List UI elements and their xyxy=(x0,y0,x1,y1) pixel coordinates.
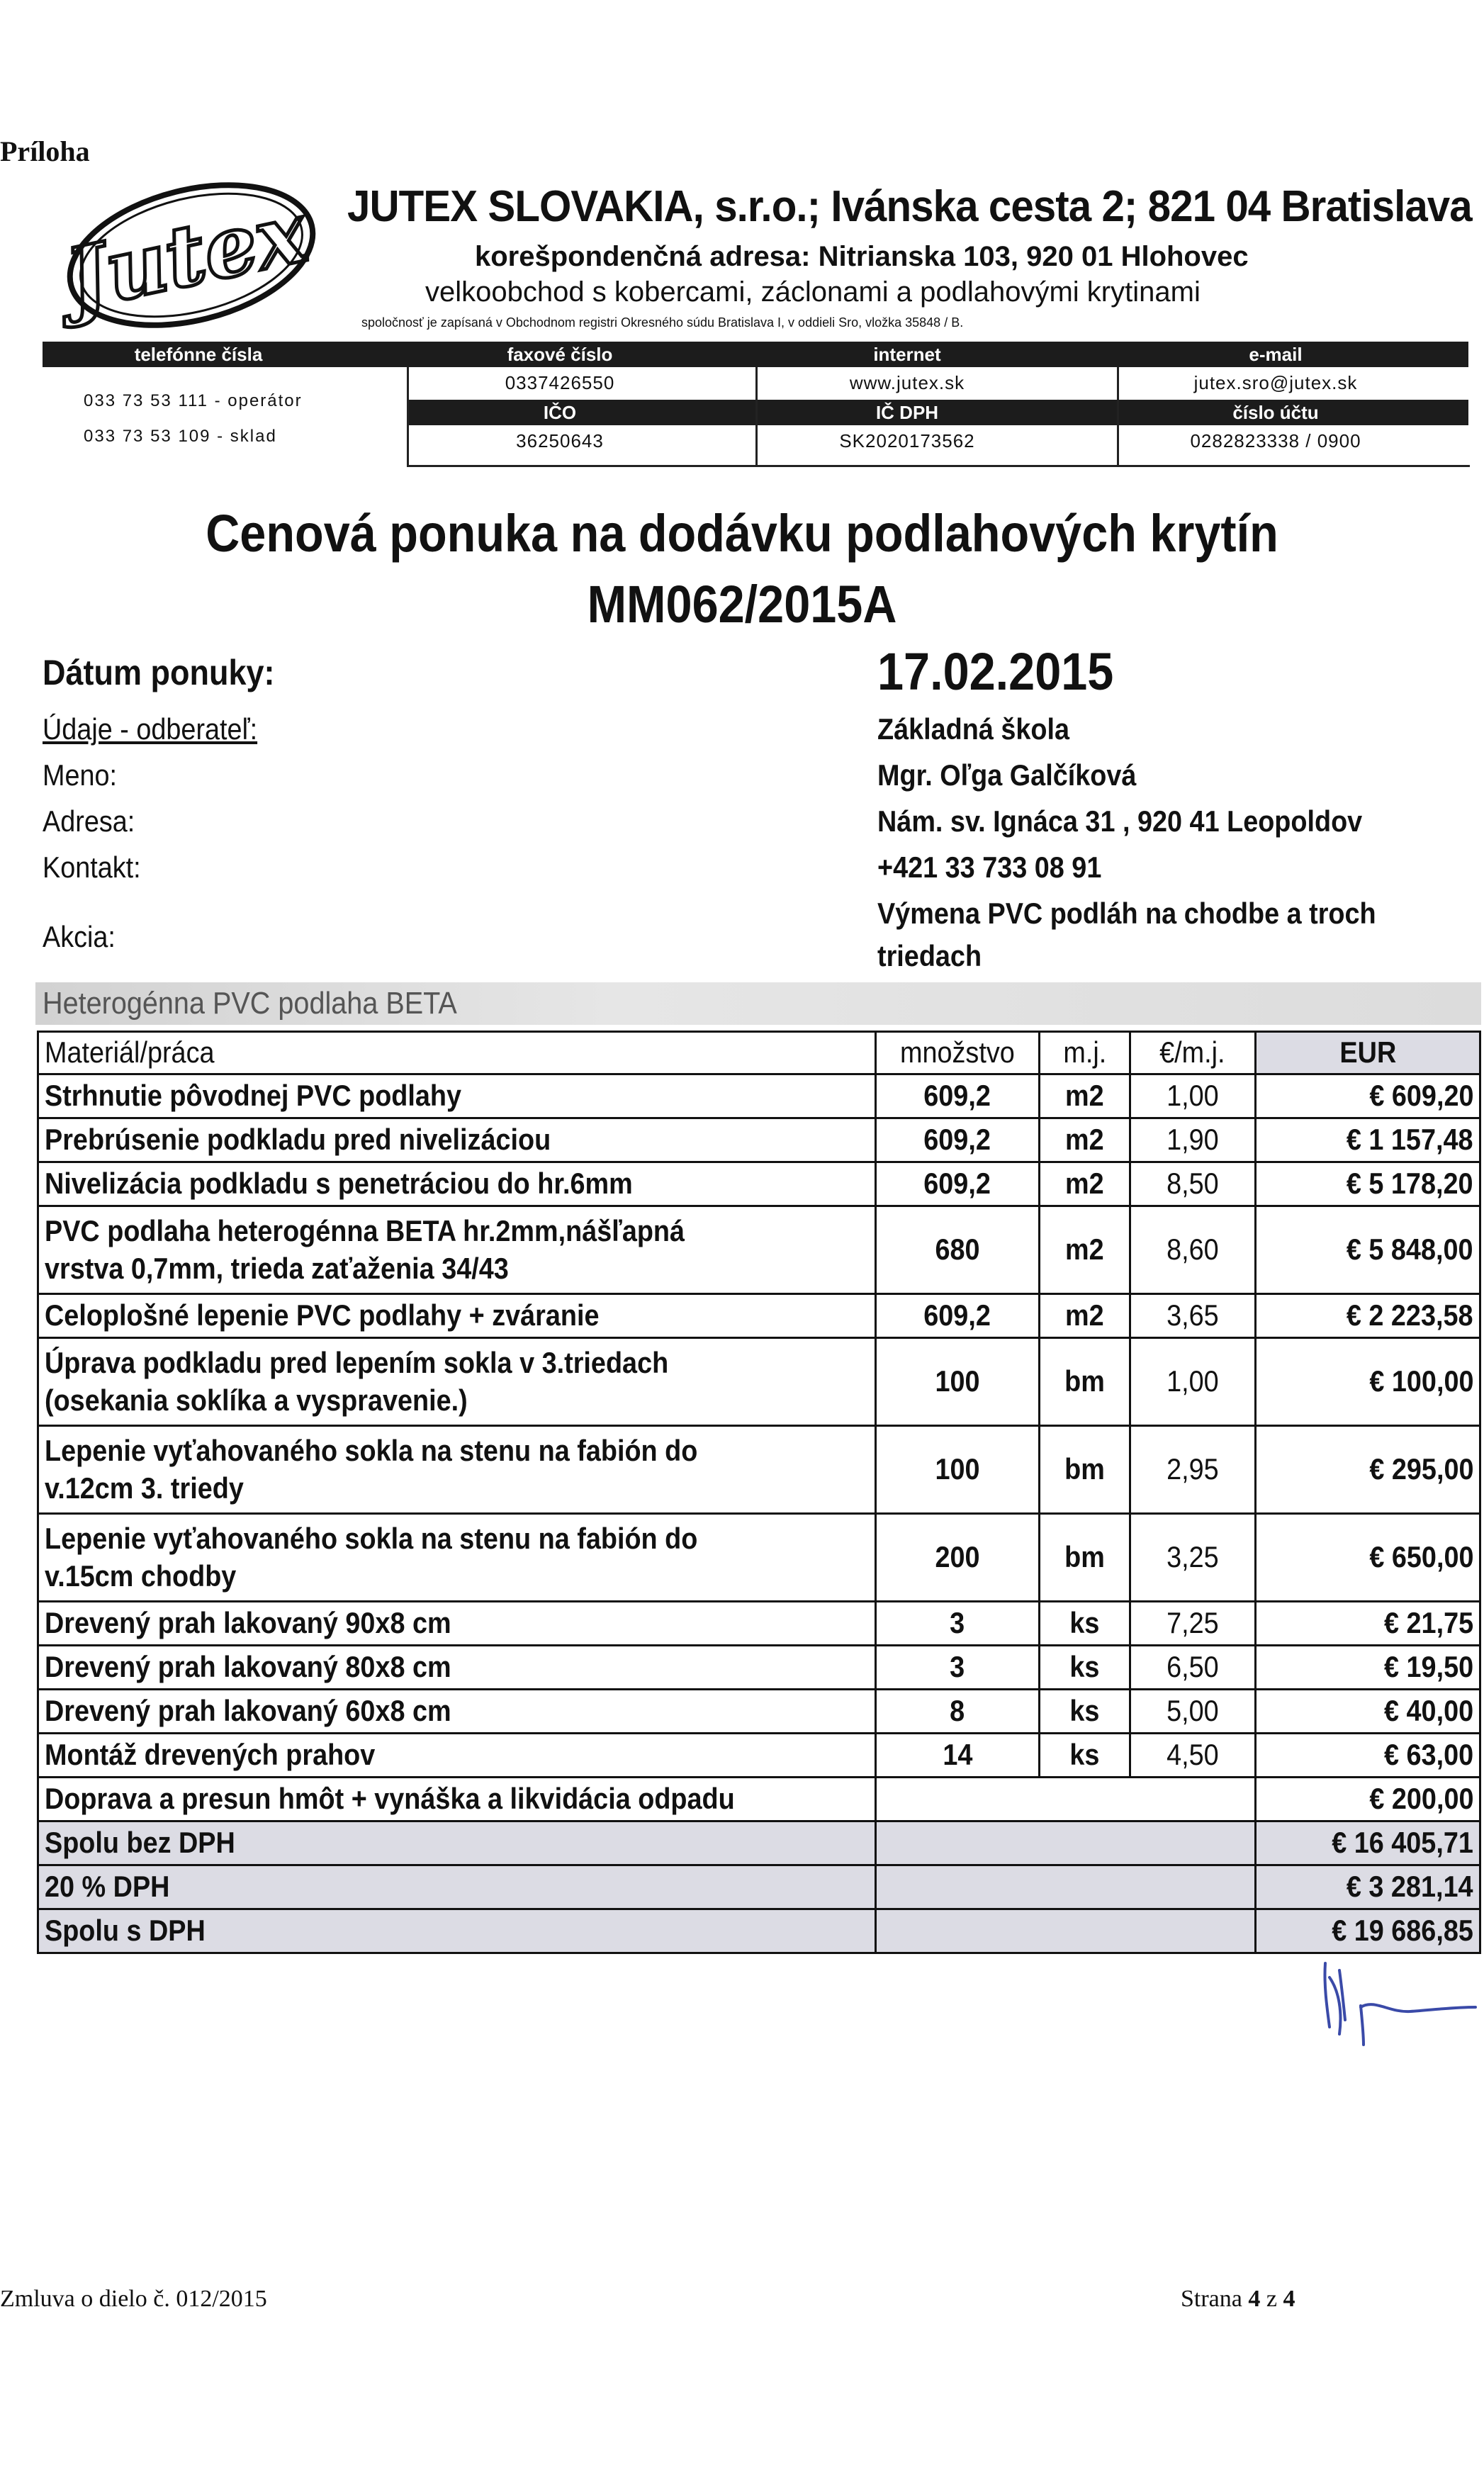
row-qty: 200 xyxy=(875,1514,1040,1602)
fax-label: faxové číslo xyxy=(411,342,709,367)
registration-note: spoločnosť je zapísaná v Obchodnom registri Okresného súdu Bratislava I, v oddieli Sro, vložka 35848 / B. xyxy=(361,315,964,330)
contact-value: +421 33 733 08 91 xyxy=(877,850,1102,884)
table-row xyxy=(38,1602,1480,1646)
row-unit: m2 xyxy=(1040,1206,1130,1294)
header-material: Materiál/práca xyxy=(38,1032,876,1074)
row-unit: bm xyxy=(1040,1338,1130,1426)
customer-label: Údaje - odberateľ: xyxy=(43,712,258,746)
row-total: € 63,00 xyxy=(1255,1734,1480,1778)
table-row xyxy=(38,1162,1480,1206)
header-qty: množstvo xyxy=(875,1032,1040,1074)
row-total: € 2 223,58 xyxy=(1255,1294,1480,1338)
page-number: Strana 4 z 4 xyxy=(1181,2286,1295,2312)
row-unit: m2 xyxy=(1040,1294,1130,1338)
summary-label: 20 % DPH xyxy=(38,1865,876,1909)
header-unit: m.j. xyxy=(1040,1032,1130,1074)
email-value: jutex.sro@jutex.sk xyxy=(1193,372,1358,393)
row-price: 1,90 xyxy=(1130,1118,1255,1162)
correspondence-address: korešpondenčná adresa: Nitrianska 103, 920 01 Hlohovec xyxy=(475,241,1249,272)
summary-row xyxy=(38,1865,1480,1909)
summary-spacer xyxy=(875,1865,1255,1909)
row-price: 6,50 xyxy=(1130,1646,1255,1690)
summary-total: € 19 686,85 xyxy=(1255,1909,1480,1953)
name-value: Mgr. Oľga Galčíková xyxy=(877,758,1137,792)
row-qty: 14 xyxy=(875,1734,1040,1778)
table-row xyxy=(38,1294,1480,1338)
offer-number: MM062/2015A xyxy=(587,575,897,634)
name-label: Meno: xyxy=(43,758,118,792)
row-unit: bm xyxy=(1040,1426,1130,1514)
fax-value: 0337426550 xyxy=(505,372,615,393)
action-value-line1: Výmena PVC podláh na chodbe a troch xyxy=(877,897,1376,930)
section-title: Heterogénna PVC podlaha BETA xyxy=(35,982,1481,1025)
summary-label: Spolu bez DPH xyxy=(38,1821,876,1865)
row-total: € 5 848,00 xyxy=(1255,1206,1480,1294)
row-price: 4,50 xyxy=(1130,1734,1255,1778)
table-row xyxy=(38,1734,1480,1778)
row-desc: Celoplošné lepenie PVC podlahy + zváranie xyxy=(38,1294,876,1338)
row-price: 8,60 xyxy=(1130,1206,1255,1294)
row-qty: 609,2 xyxy=(875,1118,1040,1162)
summary-row xyxy=(38,1909,1480,1953)
letterhead-divider xyxy=(755,367,758,466)
ic-dph-value: SK2020173562 xyxy=(839,430,975,451)
row-desc: Drevený prah lakovaný 90x8 cm xyxy=(38,1602,876,1646)
row-qty: 100 xyxy=(875,1426,1040,1514)
account-label: číslo účtu xyxy=(1120,400,1432,425)
letterhead-bottom-line xyxy=(407,465,1470,467)
row-total: € 40,00 xyxy=(1255,1690,1480,1734)
address-value: Nám. sv. Ignáca 31 , 920 41 Leopoldov xyxy=(877,804,1363,838)
internet-label: internet xyxy=(751,342,1063,367)
ico-value: 36250643 xyxy=(516,430,604,451)
summary-total: € 3 281,14 xyxy=(1255,1865,1480,1909)
table-row xyxy=(38,1206,1480,1294)
row-desc: Prebrúsenie podkladu pred nivelizáciou xyxy=(38,1118,876,1162)
row-total: € 5 178,20 xyxy=(1255,1162,1480,1206)
row-desc: Lepenie vyťahovaného sokla na stenu na fabión do v.15cm chodby xyxy=(38,1514,876,1602)
row-unit: m2 xyxy=(1040,1162,1130,1206)
company-tagline: velkoobchod s kobercami, záclonami a podlahovými krytinami xyxy=(425,276,1201,308)
row-unit: ks xyxy=(1040,1690,1130,1734)
row-qty: 609,2 xyxy=(875,1162,1040,1206)
row-qty: 609,2 xyxy=(875,1074,1040,1118)
row-price: 3,25 xyxy=(1130,1514,1255,1602)
row-desc: Drevený prah lakovaný 60x8 cm xyxy=(38,1690,876,1734)
row-desc: Lepenie vyťahovaného sokla na stenu na fabión do v.12cm 3. triedy xyxy=(38,1426,876,1514)
row-desc: Doprava a presun hmôt + vynáška a likvidácia odpadu xyxy=(38,1778,876,1821)
contact-label: Kontakt: xyxy=(43,850,141,884)
row-desc: Nivelizácia podkladu s penetráciou do hr.6mm xyxy=(38,1162,876,1206)
row-unit: ks xyxy=(1040,1734,1130,1778)
action-value-line2: triedach xyxy=(877,939,982,972)
row-price: 1,00 xyxy=(1130,1074,1255,1118)
row-unit: ks xyxy=(1040,1646,1130,1690)
row-qty: 680 xyxy=(875,1206,1040,1294)
email-label: e-mail xyxy=(1120,342,1432,367)
page-label: Príloha xyxy=(0,135,90,167)
row-unit: bm xyxy=(1040,1514,1130,1602)
row-price: 7,25 xyxy=(1130,1602,1255,1646)
row-unit: ks xyxy=(1040,1602,1130,1646)
row-total: € 609,20 xyxy=(1255,1074,1480,1118)
table-row xyxy=(38,1338,1480,1426)
row-price: 1,00 xyxy=(1130,1338,1255,1426)
row-desc: Montáž drevených prahov xyxy=(38,1734,876,1778)
table-row xyxy=(38,1646,1480,1690)
row-total: € 19,50 xyxy=(1255,1646,1480,1690)
table-row xyxy=(38,1118,1480,1162)
offer-date: 17.02.2015 xyxy=(877,642,1114,701)
row-desc: Strhnutie pôvodnej PVC podlahy xyxy=(38,1074,876,1118)
company-logo xyxy=(43,177,340,333)
row-price: 8,50 xyxy=(1130,1162,1255,1206)
address-label: Adresa: xyxy=(43,804,135,838)
row-total: € 21,75 xyxy=(1255,1602,1480,1646)
letterhead xyxy=(43,177,1474,475)
row-desc: PVC podlaha heterogénna BETA hr.2mm,nášľapná vrstva 0,7mm, trieda zaťaženia 34/43 xyxy=(38,1206,876,1294)
contract-reference: Zmluva o dielo č. 012/2015 xyxy=(0,2286,267,2312)
phone-operator: 033 73 53 111 - operátor xyxy=(84,391,303,410)
ico-label: IČO xyxy=(411,400,709,425)
company-name: JUTEX SLOVAKIA, s.r.o.; Ivánska cesta 2; 821 04 Bratislava xyxy=(347,182,1472,231)
row-total: € 200,00 xyxy=(1255,1778,1480,1821)
summary-label: Spolu s DPH xyxy=(38,1909,876,1953)
row-unit: m2 xyxy=(1040,1074,1130,1118)
row-total: € 100,00 xyxy=(1255,1338,1480,1426)
price-table xyxy=(37,1031,1481,1954)
table-header xyxy=(38,1032,1480,1074)
signature xyxy=(1311,1956,1481,2048)
summary-spacer xyxy=(875,1821,1255,1865)
internet-value: www.jutex.sk xyxy=(849,372,965,393)
row-empty xyxy=(875,1778,1255,1821)
table-row xyxy=(38,1778,1480,1821)
account-value: 0282823338 / 0900 xyxy=(1190,430,1361,451)
row-qty: 8 xyxy=(875,1690,1040,1734)
row-qty: 3 xyxy=(875,1602,1040,1646)
table-row xyxy=(38,1514,1480,1602)
offer-title: Cenová ponuka na dodávku podlahových krytín xyxy=(206,504,1278,563)
row-desc: Drevený prah lakovaný 80x8 cm xyxy=(38,1646,876,1690)
row-qty: 609,2 xyxy=(875,1294,1040,1338)
row-total: € 295,00 xyxy=(1255,1426,1480,1514)
summary-row xyxy=(38,1821,1480,1865)
action-label: Akcia: xyxy=(43,920,116,953)
row-qty: 100 xyxy=(875,1338,1040,1426)
row-unit: m2 xyxy=(1040,1118,1130,1162)
header-total: EUR xyxy=(1255,1032,1480,1074)
summary-spacer xyxy=(875,1909,1255,1953)
customer-value: Základná škola xyxy=(877,712,1070,746)
summary-total: € 16 405,71 xyxy=(1255,1821,1480,1865)
letterhead-divider xyxy=(1117,367,1119,466)
table-row xyxy=(38,1074,1480,1118)
logo-text: Jutex xyxy=(57,182,315,330)
phone-label: telefónne čísla xyxy=(43,342,354,367)
table-row xyxy=(38,1426,1480,1514)
ic-dph-label: IČ DPH xyxy=(751,400,1063,425)
row-price: 5,00 xyxy=(1130,1690,1255,1734)
row-qty: 3 xyxy=(875,1646,1040,1690)
row-desc: Úprava podkladu pred lepením sokla v 3.triedach (osekania soklíka a vyspravenie.) xyxy=(38,1338,876,1426)
row-price: 2,95 xyxy=(1130,1426,1255,1514)
letterhead-divider xyxy=(407,367,409,466)
table-row xyxy=(38,1690,1480,1734)
row-total: € 650,00 xyxy=(1255,1514,1480,1602)
header-price: €/m.j. xyxy=(1130,1032,1255,1074)
offer-date-label: Dátum ponuky: xyxy=(43,653,275,692)
row-total: € 1 157,48 xyxy=(1255,1118,1480,1162)
phone-warehouse: 033 73 53 109 - sklad xyxy=(84,427,277,446)
row-price: 3,65 xyxy=(1130,1294,1255,1338)
